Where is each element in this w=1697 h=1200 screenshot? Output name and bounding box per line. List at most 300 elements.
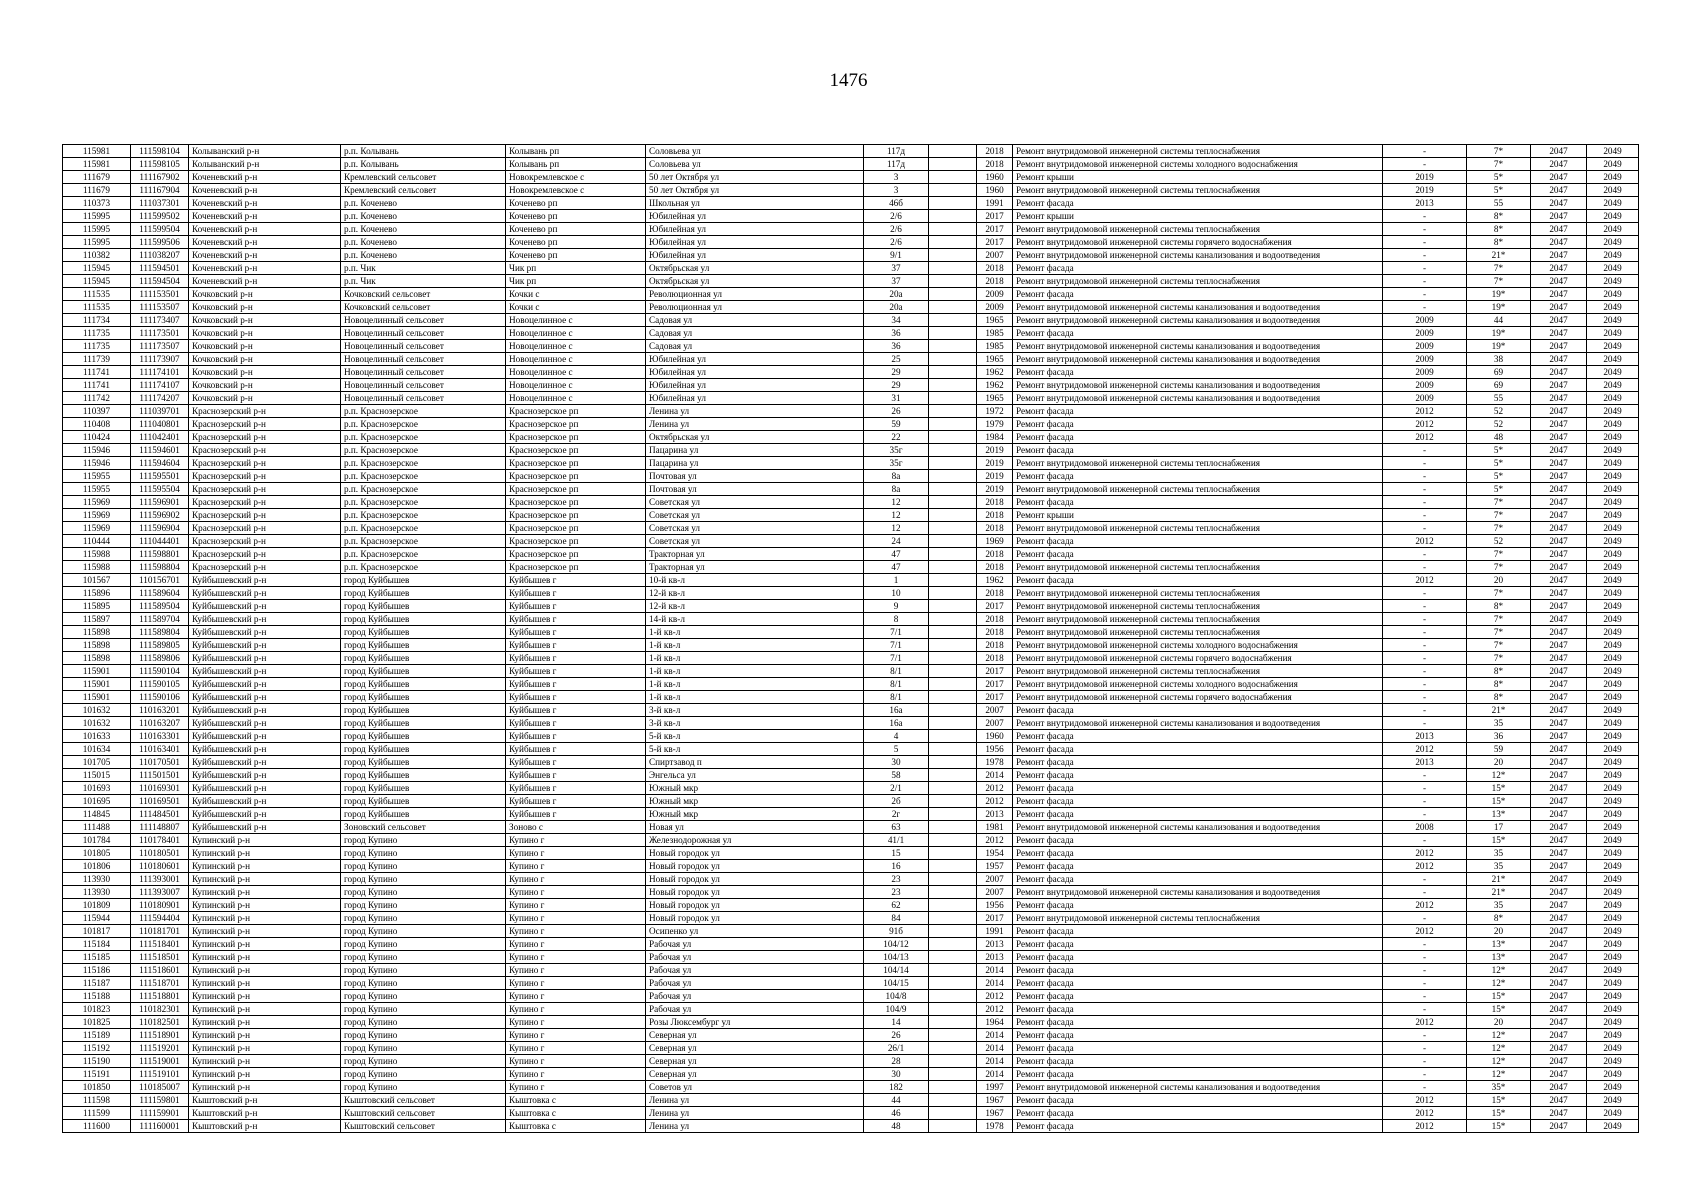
cell-district: Купинский р-н	[189, 847, 341, 860]
cell-wear: 52	[1467, 535, 1531, 548]
cell-plan-end-year: 2049	[1587, 847, 1639, 860]
cell-settlement: Краснозерское рп	[506, 548, 646, 561]
cell-settlement: Краснозерское рп	[506, 444, 646, 457]
cell-year-built: 2014	[977, 1068, 1013, 1081]
cell-settlement: Чик рп	[506, 275, 646, 288]
table-row	[63, 275, 1639, 288]
cell-extra	[929, 1042, 977, 1055]
cell-work-id: 110178401	[131, 834, 189, 847]
cell-house-id: 115184	[63, 938, 131, 951]
cell-house-id: 111741	[63, 379, 131, 392]
cell-plan-start-year: 2047	[1531, 600, 1587, 613]
cell-street: Революционная ул	[646, 301, 864, 314]
cell-wear: 21*	[1467, 873, 1531, 886]
cell-plan-end-year: 2049	[1587, 1120, 1639, 1133]
cell-plan-end-year: 2049	[1587, 691, 1639, 704]
cell-street: 5-й кв-л	[646, 730, 864, 743]
cell-wear: 7*	[1467, 561, 1531, 574]
cell-extra	[929, 847, 977, 860]
cell-settlement: Куйбышев г	[506, 574, 646, 587]
cell-wear: 15*	[1467, 1120, 1531, 1133]
table-body	[63, 145, 1639, 1133]
cell-street: 1-й кв-л	[646, 665, 864, 678]
cell-plan-end-year: 2049	[1587, 899, 1639, 912]
cell-work-type: Ремонт внутридомовой инженерной системы теплоснабжения	[1013, 275, 1383, 288]
cell-settlement: Куйбышев г	[506, 652, 646, 665]
cell-settlement: Купино г	[506, 834, 646, 847]
cell-plan-end-year: 2049	[1587, 964, 1639, 977]
cell-house-id: 101817	[63, 925, 131, 938]
cell-house-number: 28	[864, 1055, 929, 1068]
cell-house-id: 111679	[63, 184, 131, 197]
cell-plan-start-year: 2047	[1531, 392, 1587, 405]
cell-last-repair-year: -	[1383, 782, 1467, 795]
cell-municipality: город Купино	[341, 1029, 506, 1042]
table-row	[63, 951, 1639, 964]
cell-work-type: Ремонт фасада	[1013, 977, 1383, 990]
cell-work-type: Ремонт внутридомовой инженерной системы теплоснабжения	[1013, 600, 1383, 613]
cell-plan-end-year: 2049	[1587, 197, 1639, 210]
cell-settlement: Куйбышев г	[506, 717, 646, 730]
cell-street: Юбилейная ул	[646, 236, 864, 249]
cell-extra	[929, 548, 977, 561]
cell-last-repair-year: -	[1383, 210, 1467, 223]
cell-year-built: 1991	[977, 925, 1013, 938]
cell-wear: 35	[1467, 847, 1531, 860]
cell-house-number: 30	[864, 756, 929, 769]
cell-plan-start-year: 2047	[1531, 353, 1587, 366]
cell-settlement: Куйбышев г	[506, 665, 646, 678]
cell-wear: 5*	[1467, 457, 1531, 470]
cell-year-built: 2007	[977, 704, 1013, 717]
cell-plan-end-year: 2049	[1587, 457, 1639, 470]
cell-house-id: 101633	[63, 730, 131, 743]
cell-house-number: 2/6	[864, 210, 929, 223]
cell-municipality: р.п. Колывань	[341, 158, 506, 171]
cell-work-type: Ремонт внутридомовой инженерной системы канализования и водоотведения	[1013, 249, 1383, 262]
table-row	[63, 548, 1639, 561]
cell-work-id: 111519001	[131, 1055, 189, 1068]
cell-year-built: 1985	[977, 340, 1013, 353]
cell-work-type: Ремонт внутридомовой инженерной системы теплоснабжения	[1013, 184, 1383, 197]
cell-house-number: 62	[864, 899, 929, 912]
cell-work-id: 111598804	[131, 561, 189, 574]
cell-municipality: город Куйбышев	[341, 795, 506, 808]
cell-wear: 35	[1467, 860, 1531, 873]
cell-settlement: Чик рп	[506, 262, 646, 275]
cell-plan-end-year: 2049	[1587, 769, 1639, 782]
cell-plan-start-year: 2047	[1531, 1107, 1587, 1120]
cell-plan-end-year: 2049	[1587, 275, 1639, 288]
cell-municipality: город Купино	[341, 1068, 506, 1081]
cell-house-number: 48	[864, 1120, 929, 1133]
cell-municipality: р.п. Чик	[341, 262, 506, 275]
cell-work-type: Ремонт фасада	[1013, 808, 1383, 821]
table-row	[63, 717, 1639, 730]
cell-street: Юбилейная ул	[646, 223, 864, 236]
cell-municipality: город Купино	[341, 1081, 506, 1094]
cell-house-number: 104/14	[864, 964, 929, 977]
cell-last-repair-year: -	[1383, 613, 1467, 626]
cell-house-number: 35г	[864, 444, 929, 457]
cell-house-number: 20а	[864, 288, 929, 301]
cell-work-type: Ремонт фасада	[1013, 990, 1383, 1003]
cell-plan-start-year: 2047	[1531, 496, 1587, 509]
cell-municipality: город Купино	[341, 964, 506, 977]
cell-work-id: 111590105	[131, 678, 189, 691]
cell-last-repair-year: -	[1383, 678, 1467, 691]
cell-district: Купинский р-н	[189, 912, 341, 925]
cell-municipality: город Купино	[341, 977, 506, 990]
cell-work-id: 111173907	[131, 353, 189, 366]
cell-wear: 7*	[1467, 509, 1531, 522]
cell-extra	[929, 665, 977, 678]
cell-work-type: Ремонт внутридомовой инженерной системы теплоснабжения	[1013, 483, 1383, 496]
cell-work-type: Ремонт фасада	[1013, 756, 1383, 769]
cell-wear: 55	[1467, 197, 1531, 210]
cell-last-repair-year: -	[1383, 262, 1467, 275]
cell-extra	[929, 353, 977, 366]
cell-plan-end-year: 2049	[1587, 951, 1639, 964]
cell-settlement: Краснозерское рп	[506, 457, 646, 470]
cell-house-id: 111735	[63, 327, 131, 340]
cell-settlement: Куйбышев г	[506, 808, 646, 821]
cell-wear: 20	[1467, 756, 1531, 769]
cell-wear: 36	[1467, 730, 1531, 743]
table-row	[63, 340, 1639, 353]
cell-work-type: Ремонт фасада	[1013, 1055, 1383, 1068]
cell-municipality: город Купино	[341, 938, 506, 951]
cell-last-repair-year: -	[1383, 275, 1467, 288]
cell-plan-end-year: 2049	[1587, 1029, 1639, 1042]
cell-plan-end-year: 2049	[1587, 1107, 1639, 1120]
cell-settlement: Купино г	[506, 873, 646, 886]
cell-year-built: 2018	[977, 548, 1013, 561]
cell-year-built: 2018	[977, 158, 1013, 171]
table-row	[63, 262, 1639, 275]
cell-extra	[929, 899, 977, 912]
cell-extra	[929, 808, 977, 821]
cell-wear: 19*	[1467, 340, 1531, 353]
cell-settlement: Кыштовка с	[506, 1094, 646, 1107]
cell-municipality: р.п. Краснозерское	[341, 431, 506, 444]
cell-street: Советская ул	[646, 496, 864, 509]
cell-house-id: 115901	[63, 691, 131, 704]
cell-year-built: 2018	[977, 626, 1013, 639]
cell-work-type: Ремонт внутридомовой инженерной системы канализования и водоотведения	[1013, 340, 1383, 353]
cell-plan-end-year: 2049	[1587, 873, 1639, 886]
cell-street: 3-й кв-л	[646, 704, 864, 717]
cell-wear: 13*	[1467, 951, 1531, 964]
cell-house-id: 115191	[63, 1068, 131, 1081]
cell-year-built: 1956	[977, 743, 1013, 756]
cell-street: Садовая ул	[646, 314, 864, 327]
cell-work-id: 111153507	[131, 301, 189, 314]
cell-settlement: Колывань рп	[506, 145, 646, 158]
cell-house-id: 115901	[63, 678, 131, 691]
cell-municipality: город Куйбышев	[341, 782, 506, 795]
cell-work-type: Ремонт фасада	[1013, 925, 1383, 938]
cell-municipality: город Куйбышев	[341, 717, 506, 730]
cell-extra	[929, 366, 977, 379]
cell-year-built: 1954	[977, 847, 1013, 860]
cell-municipality: р.п. Коченево	[341, 197, 506, 210]
cell-last-repair-year: 2009	[1383, 340, 1467, 353]
cell-house-id: 115896	[63, 587, 131, 600]
cell-municipality: город Куйбышев	[341, 691, 506, 704]
cell-plan-end-year: 2049	[1587, 171, 1639, 184]
cell-house-number: 46	[864, 1107, 929, 1120]
table-row	[63, 704, 1639, 717]
cell-settlement: Краснозерское рп	[506, 405, 646, 418]
cell-district: Куйбышевский р-н	[189, 678, 341, 691]
cell-municipality: город Купино	[341, 1042, 506, 1055]
cell-year-built: 2018	[977, 262, 1013, 275]
cell-last-repair-year: -	[1383, 457, 1467, 470]
cell-municipality: Кыштовский сельсовет	[341, 1120, 506, 1133]
cell-street: 10-й кв-л	[646, 574, 864, 587]
cell-district: Куйбышевский р-н	[189, 600, 341, 613]
table-row	[63, 860, 1639, 873]
cell-settlement: Куйбышев г	[506, 743, 646, 756]
cell-work-id: 111501501	[131, 769, 189, 782]
cell-extra	[929, 782, 977, 795]
cell-plan-end-year: 2049	[1587, 405, 1639, 418]
cell-wear: 52	[1467, 405, 1531, 418]
cell-plan-start-year: 2047	[1531, 1068, 1587, 1081]
cell-work-type: Ремонт фасада	[1013, 769, 1383, 782]
cell-work-type: Ремонт внутридомовой инженерной системы канализования и водоотведения	[1013, 821, 1383, 834]
cell-street: Энгельса ул	[646, 769, 864, 782]
cell-street: 1-й кв-л	[646, 678, 864, 691]
table-row	[63, 509, 1639, 522]
cell-settlement: Краснозерское рп	[506, 496, 646, 509]
cell-plan-end-year: 2049	[1587, 1055, 1639, 1068]
cell-work-id: 111173407	[131, 314, 189, 327]
cell-wear: 21*	[1467, 886, 1531, 899]
cell-work-type: Ремонт внутридомовой инженерной системы холодного водоснабжения	[1013, 678, 1383, 691]
cell-street: Северная ул	[646, 1029, 864, 1042]
cell-district: Кыштовский р-н	[189, 1094, 341, 1107]
cell-street: Октябрьская ул	[646, 431, 864, 444]
cell-plan-end-year: 2049	[1587, 834, 1639, 847]
cell-district: Купинский р-н	[189, 1068, 341, 1081]
cell-last-repair-year: -	[1383, 691, 1467, 704]
cell-municipality: р.п. Краснозерское	[341, 535, 506, 548]
cell-plan-end-year: 2049	[1587, 444, 1639, 457]
cell-last-repair-year: -	[1383, 990, 1467, 1003]
cell-plan-end-year: 2049	[1587, 808, 1639, 821]
cell-work-id: 111159801	[131, 1094, 189, 1107]
cell-plan-end-year: 2049	[1587, 522, 1639, 535]
cell-year-built: 1991	[977, 197, 1013, 210]
cell-wear: 8*	[1467, 912, 1531, 925]
table-row	[63, 600, 1639, 613]
cell-house-number: 15	[864, 847, 929, 860]
cell-year-built: 1965	[977, 314, 1013, 327]
cell-extra	[929, 756, 977, 769]
cell-plan-start-year: 2047	[1531, 548, 1587, 561]
cell-plan-end-year: 2049	[1587, 509, 1639, 522]
cell-work-id: 110180501	[131, 847, 189, 860]
cell-house-number: 12	[864, 509, 929, 522]
cell-year-built: 2014	[977, 1042, 1013, 1055]
cell-plan-start-year: 2047	[1531, 899, 1587, 912]
cell-street: Пацарина ул	[646, 444, 864, 457]
cell-settlement: Купино г	[506, 886, 646, 899]
cell-work-id: 111039701	[131, 405, 189, 418]
cell-district: Купинский р-н	[189, 1003, 341, 1016]
cell-house-id: 101705	[63, 756, 131, 769]
table-row	[63, 366, 1639, 379]
cell-street: 14-й кв-л	[646, 613, 864, 626]
cell-plan-start-year: 2047	[1531, 665, 1587, 678]
table-row	[63, 470, 1639, 483]
cell-work-type: Ремонт фасада	[1013, 847, 1383, 860]
cell-district: Краснозерский р-н	[189, 405, 341, 418]
cell-house-id: 110397	[63, 405, 131, 418]
cell-street: Рабочая ул	[646, 977, 864, 990]
cell-wear: 69	[1467, 366, 1531, 379]
cell-work-type: Ремонт внутридомовой инженерной системы холодного водоснабжения	[1013, 639, 1383, 652]
cell-settlement: Купино г	[506, 899, 646, 912]
cell-plan-start-year: 2047	[1531, 834, 1587, 847]
cell-work-type: Ремонт внутридомовой инженерной системы теплоснабжения	[1013, 561, 1383, 574]
cell-municipality: Новоцелинный сельсовет	[341, 366, 506, 379]
cell-work-id: 111173501	[131, 327, 189, 340]
cell-wear: 12*	[1467, 1055, 1531, 1068]
cell-house-number: 29	[864, 379, 929, 392]
cell-house-number: 63	[864, 821, 929, 834]
cell-plan-start-year: 2047	[1531, 1003, 1587, 1016]
cell-work-id: 110156701	[131, 574, 189, 587]
cell-settlement: Купино г	[506, 1042, 646, 1055]
cell-last-repair-year: -	[1383, 522, 1467, 535]
table-row	[63, 184, 1639, 197]
cell-street: Новый городок ул	[646, 899, 864, 912]
table-row	[63, 899, 1639, 912]
cell-municipality: город Куйбышев	[341, 600, 506, 613]
cell-last-repair-year: -	[1383, 912, 1467, 925]
cell-municipality: р.п. Краснозерское	[341, 548, 506, 561]
cell-wear: 12*	[1467, 1068, 1531, 1081]
cell-district: Куйбышевский р-н	[189, 587, 341, 600]
table-row	[63, 1029, 1639, 1042]
cell-house-number: 12	[864, 522, 929, 535]
cell-settlement: Кочки с	[506, 288, 646, 301]
cell-house-number: 20а	[864, 301, 929, 314]
cell-district: Коченевский р-н	[189, 249, 341, 262]
cell-house-number: 44	[864, 1094, 929, 1107]
cell-work-type: Ремонт внутридомовой инженерной системы горячего водоснабжения	[1013, 236, 1383, 249]
cell-work-type: Ремонт внутридомовой инженерной системы теплоснабжения	[1013, 912, 1383, 925]
cell-district: Купинский р-н	[189, 834, 341, 847]
cell-work-id: 111589504	[131, 600, 189, 613]
cell-house-number: 3	[864, 184, 929, 197]
cell-extra	[929, 158, 977, 171]
cell-house-number: 4	[864, 730, 929, 743]
cell-street: Соловьева ул	[646, 158, 864, 171]
cell-district: Кочковский р-н	[189, 288, 341, 301]
cell-last-repair-year: 2012	[1383, 574, 1467, 587]
cell-settlement: Новоцелинное с	[506, 379, 646, 392]
cell-work-type: Ремонт внутридомовой инженерной системы канализования и водоотведения	[1013, 1081, 1383, 1094]
cell-plan-start-year: 2047	[1531, 561, 1587, 574]
cell-wear: 7*	[1467, 522, 1531, 535]
cell-house-number: 2/1	[864, 782, 929, 795]
cell-district: Кыштовский р-н	[189, 1107, 341, 1120]
cell-year-built: 2007	[977, 873, 1013, 886]
cell-work-type: Ремонт фасада	[1013, 964, 1383, 977]
cell-house-id: 111600	[63, 1120, 131, 1133]
cell-plan-end-year: 2049	[1587, 236, 1639, 249]
cell-plan-start-year: 2047	[1531, 964, 1587, 977]
cell-district: Кыштовский р-н	[189, 1120, 341, 1133]
cell-work-type: Ремонт фасада	[1013, 535, 1383, 548]
cell-extra	[929, 470, 977, 483]
cell-extra	[929, 652, 977, 665]
cell-municipality: Новоцелинный сельсовет	[341, 327, 506, 340]
cell-work-type: Ремонт внутридомовой инженерной системы теплоснабжения	[1013, 522, 1383, 535]
cell-plan-end-year: 2049	[1587, 652, 1639, 665]
cell-plan-end-year: 2049	[1587, 288, 1639, 301]
cell-work-type: Ремонт внутридомовой инженерной системы канализования и водоотведения	[1013, 353, 1383, 366]
cell-settlement: Кочки с	[506, 301, 646, 314]
cell-work-id: 111589806	[131, 652, 189, 665]
cell-last-repair-year: -	[1383, 951, 1467, 964]
cell-municipality: р.п. Краснозерское	[341, 522, 506, 535]
cell-plan-start-year: 2047	[1531, 743, 1587, 756]
cell-year-built: 1956	[977, 899, 1013, 912]
cell-municipality: р.п. Краснозерское	[341, 457, 506, 470]
cell-district: Купинский р-н	[189, 1029, 341, 1042]
cell-wear: 20	[1467, 574, 1531, 587]
cell-work-type: Ремонт крыши	[1013, 171, 1383, 184]
cell-house-number: 59	[864, 418, 929, 431]
table-row	[63, 1094, 1639, 1107]
cell-municipality: р.п. Краснозерское	[341, 418, 506, 431]
cell-wear: 7*	[1467, 613, 1531, 626]
table-row	[63, 756, 1639, 769]
cell-work-type: Ремонт внутридомовой инженерной системы теплоснабжения	[1013, 145, 1383, 158]
cell-street: Юбилейная ул	[646, 249, 864, 262]
table-row	[63, 197, 1639, 210]
cell-house-number: 16	[864, 860, 929, 873]
cell-last-repair-year: 2008	[1383, 821, 1467, 834]
table-row	[63, 444, 1639, 457]
cell-work-id: 111484501	[131, 808, 189, 821]
cell-work-type: Ремонт фасада	[1013, 262, 1383, 275]
cell-work-type: Ремонт внутридомовой инженерной системы канализования и водоотведения	[1013, 392, 1383, 405]
cell-work-type: Ремонт внутридомовой инженерной системы теплоснабжения	[1013, 587, 1383, 600]
cell-plan-end-year: 2049	[1587, 860, 1639, 873]
cell-work-id: 110169501	[131, 795, 189, 808]
cell-district: Кочковский р-н	[189, 340, 341, 353]
cell-settlement: Краснозерское рп	[506, 522, 646, 535]
cell-house-number: 8а	[864, 470, 929, 483]
cell-plan-start-year: 2047	[1531, 1029, 1587, 1042]
cell-settlement: Куйбышев г	[506, 613, 646, 626]
cell-settlement: Новокремлевское с	[506, 184, 646, 197]
cell-house-number: 104/13	[864, 951, 929, 964]
cell-work-id: 111519101	[131, 1068, 189, 1081]
cell-house-number: 7/1	[864, 652, 929, 665]
cell-last-repair-year: -	[1383, 652, 1467, 665]
cell-plan-end-year: 2049	[1587, 587, 1639, 600]
cell-work-id: 111595504	[131, 483, 189, 496]
cell-work-type: Ремонт фасада	[1013, 743, 1383, 756]
cell-work-type: Ремонт внутридомовой инженерной системы канализования и водоотведения	[1013, 886, 1383, 899]
